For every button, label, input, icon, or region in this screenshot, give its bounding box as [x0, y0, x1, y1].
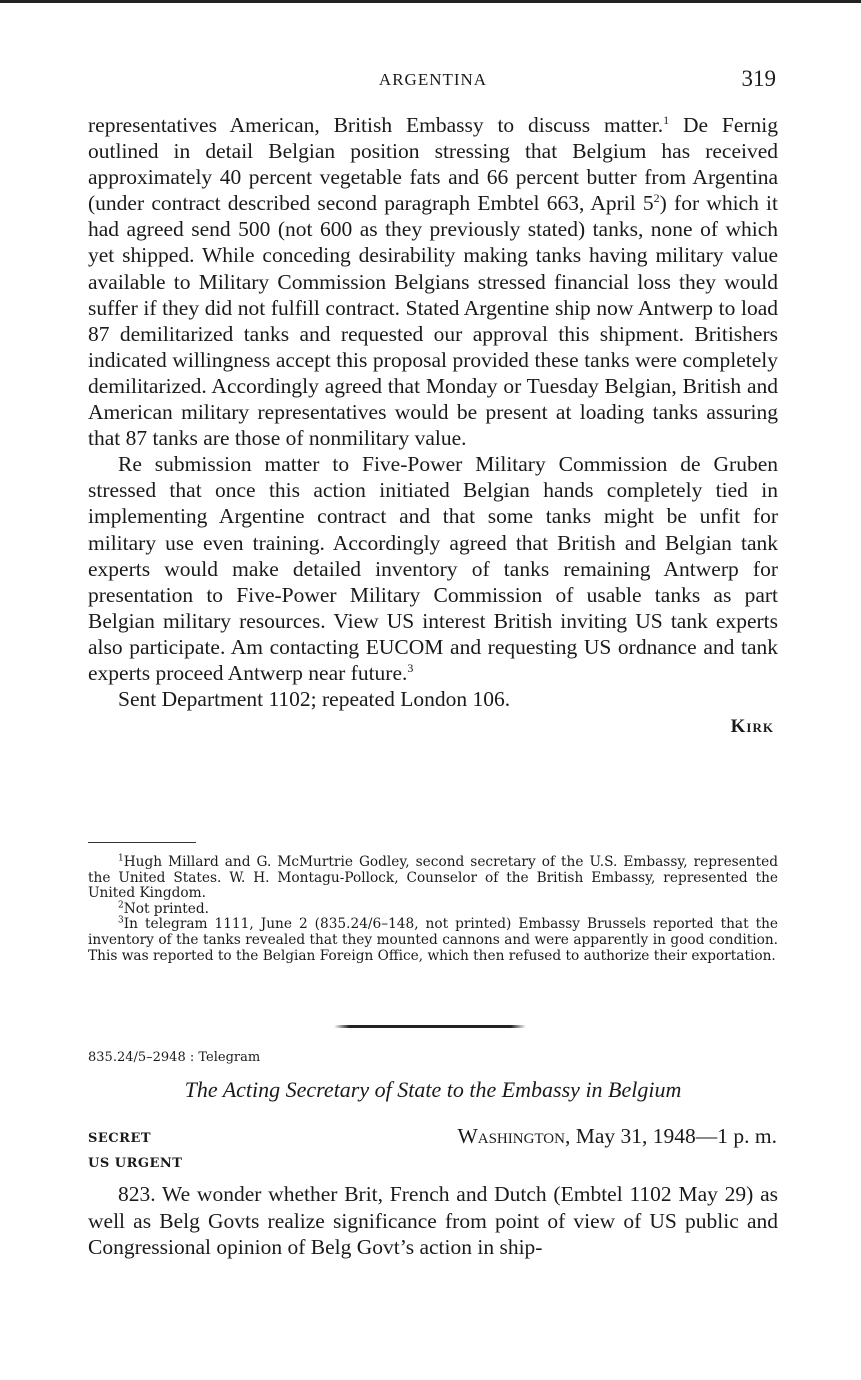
- footnote-1: [88, 855, 778, 902]
- page-number: 319: [741, 66, 776, 91]
- footnote-1-text: Hugh Millard and G. McMurtrie Godley, second secretary of the U.S. Embassy, represented the United States. W. H. Montagu-Pollock, Counselor of the British Embassy, represented the United Kingdom.: [88, 854, 778, 902]
- footnote-2-text: Not printed.: [123, 900, 210, 917]
- footnote-ref-3: 3: [407, 660, 414, 675]
- document-separator: [334, 1025, 526, 1028]
- running-head: ARGENTINA: [378, 70, 488, 89]
- dateline: [457, 1124, 777, 1149]
- next-telegram-paragraph-1: 823. We wonder whether Brit, French and Dutch (Embtel 1102 May 29) as well as Belg Govts realize significance from point of view of US public and Congressional opinion of Belg Govt’s action in ship-: [88, 1182, 778, 1259]
- footnote-3-mark: 3: [118, 915, 124, 926]
- footnote-2-mark: 2: [118, 900, 124, 911]
- classification-label: SECRET: [88, 1131, 152, 1146]
- footnote-3: [88, 917, 778, 964]
- footnote-rule: [88, 842, 196, 843]
- footnote-ref-1: 1: [663, 112, 670, 127]
- top-border-rule: [0, 0, 861, 3]
- file-reference: 835.24/5–2948 : Telegram: [88, 1050, 261, 1065]
- paragraph-2: [88, 451, 778, 686]
- dateline-date: May 31, 1948—1 p. m.: [570, 1124, 777, 1148]
- telegram-body: [88, 112, 778, 740]
- paragraph-1-text-c: ) for which it had agreed send 500 (not 600 as they previously stated) tanks, none of which yet shipped. While conceding desirability making tanks having military value available to Military Commission Belgians stressed financial loss they would suffer if they did not fulfill contract. Stated Argentine ship now Antwerp to load 87 demilitarized tanks and requested our approval this shipment. Britishers indicated willingness accept this proposal provided these tanks were completely demilitarized. Accordingly agreed that Monday or Tuesday Belgian, British and American military representatives would be present at loading tanks assuring that 87 tanks are those of nonmilitary value.: [88, 191, 778, 451]
- dateline-place: Washington,: [457, 1124, 571, 1148]
- footnote-ref-2: 2: [653, 191, 660, 206]
- next-telegram-body: [88, 1181, 778, 1261]
- paragraph-2-text: Re submission matter to Five-Power Military Commission de Gruben stressed that once this action initiated Belgian hands completely tied in implementing Argentine contract and that some tanks might be unfit for military use even training. Accordingly agreed that British and Belgian tank experts would make detailed inventory of tanks remaining Antwerp for presentation to Five-Power Military Commission of usable tanks as part Belgian military resources. View US interest British inviting US tank experts also participate. Am contacting EUCOM and requesting US ordnance and tank experts proceed Antwerp near future.: [88, 452, 778, 685]
- page-header: [88, 66, 778, 96]
- footnotes: [88, 855, 778, 964]
- footnote-1-mark: 1: [118, 853, 124, 864]
- paragraph-1-text-b: De Fernig outlined in detail Belgian position stressing that Belgium has received approximately 40 percent vegetable fats and 66 percent butter from Argentina (under contract described second paragraph Embtel 663, April 5: [88, 113, 778, 216]
- signature: Kirk: [730, 716, 774, 738]
- paragraph-3: Sent Department 1102; repeated London 106.: [118, 687, 511, 712]
- footnote-3-text: In telegram 1111, June 2 (835.24/6–148, not printed) Embassy Brussels reported that the inventory of the tanks revealed that they mounted cannons and were apparently in good condition. This was reported to the Belgian Foreign Office, which then refused to authorize their exportation.: [88, 916, 778, 964]
- priority-label: US URGENT: [88, 1156, 183, 1171]
- paragraph-1: [88, 112, 778, 451]
- document-title: The Acting Secretary of State to the Embassy in Belgium: [184, 1077, 682, 1102]
- paragraph-1-text-a: representatives American, British Embassy to discuss matter.: [88, 113, 664, 137]
